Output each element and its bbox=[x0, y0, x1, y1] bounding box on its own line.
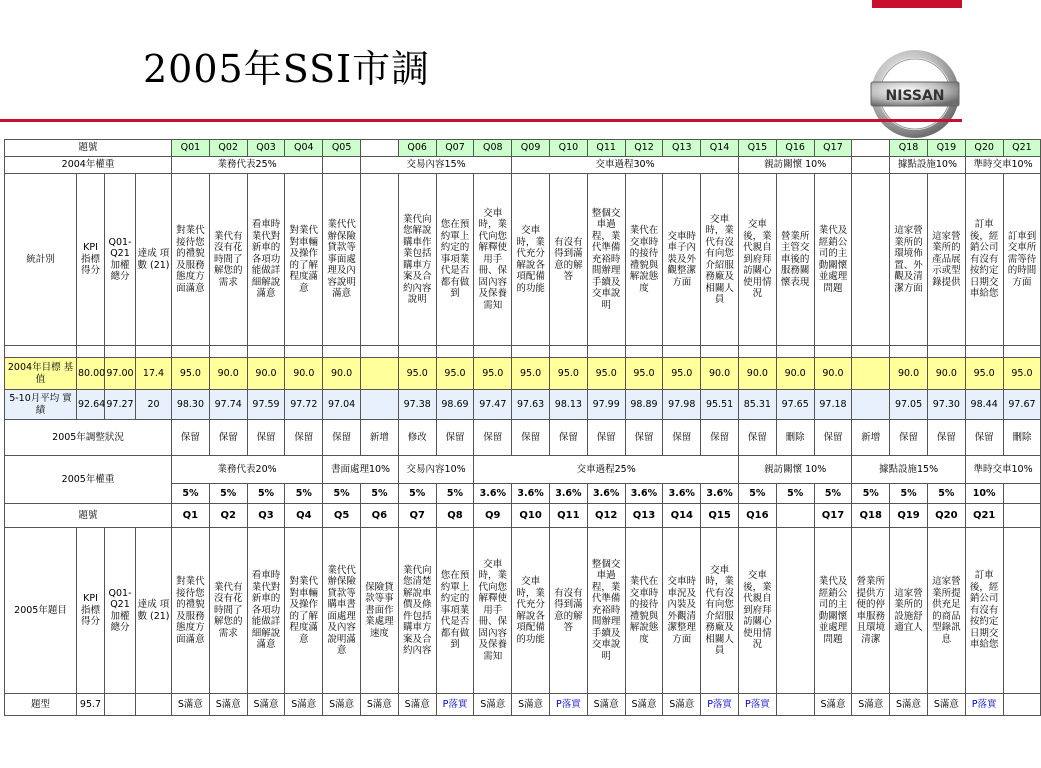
header-count: 達成 項數 (21) bbox=[136, 174, 172, 346]
type-value: S滿意 bbox=[927, 694, 965, 716]
adjust-row bbox=[5, 420, 1041, 456]
weight-pct-2005 bbox=[1003, 484, 1041, 504]
question-number-2005: Q2 bbox=[209, 504, 247, 528]
spacer-row bbox=[5, 346, 1041, 358]
weight-group-2004: 親訪關懷 10% bbox=[738, 157, 851, 174]
avg-row bbox=[5, 390, 1041, 420]
spacer-cell bbox=[398, 346, 436, 358]
weight-group-2004: 據點設施10% bbox=[890, 157, 966, 174]
question-number-2004: Q13 bbox=[663, 140, 701, 157]
spacer-cell bbox=[852, 346, 890, 358]
page-title: 2005年SSI市調 bbox=[143, 47, 431, 91]
header-target: 2004年目標 基值 bbox=[5, 358, 77, 390]
adjust-value: 保留 bbox=[172, 420, 210, 456]
question-text-2005: 對業代對車輛及操作的了解程度滿意 bbox=[285, 528, 323, 694]
adjust-value: 刪除 bbox=[776, 420, 814, 456]
table-cell: 20 bbox=[136, 390, 172, 420]
question-text-2004: 交車後，業代親自到府拜訪關心使用情況 bbox=[738, 174, 776, 346]
question-number-2005: Q15 bbox=[701, 504, 739, 528]
type-value: S滿意 bbox=[209, 694, 247, 716]
question-text-2005: 保險貸款等事書面作業處理速度 bbox=[361, 528, 399, 694]
adjust-value: 保留 bbox=[247, 420, 285, 456]
header-avg: 5-10月平均 實績 bbox=[5, 390, 77, 420]
spacer-cell bbox=[361, 346, 399, 358]
weight-pct-2005: 3.6% bbox=[663, 484, 701, 504]
spacer-cell bbox=[247, 346, 285, 358]
weight-pct-2005: 3.6% bbox=[587, 484, 625, 504]
table-cell: 80.00 bbox=[77, 358, 105, 390]
question-number-2005: Q10 bbox=[512, 504, 550, 528]
header-row-2005 bbox=[5, 504, 1041, 528]
target-value: 95.0 bbox=[474, 358, 512, 390]
question-number-2004: Q10 bbox=[549, 140, 587, 157]
question-text-2004: 訂車到交車所需等待的時間方面 bbox=[1003, 174, 1041, 346]
adjust-value: 保留 bbox=[738, 420, 776, 456]
target-value bbox=[852, 358, 890, 390]
adjust-value: 保留 bbox=[209, 420, 247, 456]
header-title-2005: 2005年題目 bbox=[5, 528, 77, 694]
header-tongji: 統計別 bbox=[5, 174, 77, 346]
weight-group-2005: 交易內容10% bbox=[398, 456, 474, 484]
type-value: S滿意 bbox=[814, 694, 852, 716]
spacer-cell bbox=[965, 346, 1003, 358]
spacer-cell bbox=[1003, 346, 1041, 358]
question-text-2004 bbox=[361, 174, 399, 346]
weight-group-2005: 準時交車10% bbox=[965, 456, 1041, 484]
adjust-value: 修改 bbox=[398, 420, 436, 456]
target-value: 95.0 bbox=[1003, 358, 1041, 390]
header-tihao: 題號 bbox=[5, 140, 172, 157]
question-text-2005 bbox=[1003, 528, 1041, 694]
avg-value: 97.47 bbox=[474, 390, 512, 420]
adjust-value: 新增 bbox=[852, 420, 890, 456]
question-text-2005: 有沒有得到滿意的解答 bbox=[549, 528, 587, 694]
question-number-2005: Q17 bbox=[814, 504, 852, 528]
question-text-2005: 整個交車過程，業代準備充裕時間辦理手續及交車說明 bbox=[587, 528, 625, 694]
weight-group-2005: 交車過程25% bbox=[474, 456, 739, 484]
top-accent-bar bbox=[872, 0, 962, 8]
type-value: S滿意 bbox=[172, 694, 210, 716]
weight-group-2004: 業務代表25% bbox=[172, 157, 323, 174]
type-value: S滿意 bbox=[890, 694, 928, 716]
avg-value: 85.31 bbox=[738, 390, 776, 420]
avg-value: 97.38 bbox=[398, 390, 436, 420]
avg-value: 97.18 bbox=[814, 390, 852, 420]
header-count: 達成 項數 (21) bbox=[136, 528, 172, 694]
avg-value: 97.72 bbox=[285, 390, 323, 420]
question-number-2005: Q7 bbox=[398, 504, 436, 528]
question-number-2004: Q05 bbox=[323, 140, 361, 157]
question-text-2005: 交車時車況及內裝及外觀清潔整理方面 bbox=[663, 528, 701, 694]
question-number-2004: Q03 bbox=[247, 140, 285, 157]
spacer-cell bbox=[285, 346, 323, 358]
table-cell bbox=[105, 694, 136, 716]
spacer-cell bbox=[436, 346, 474, 358]
question-text-2005: 業代向您清楚解說車價及條件包括購車方案及合約內容 bbox=[398, 528, 436, 694]
question-text-2004: 交車時車子內裝及外觀整潔方面 bbox=[663, 174, 701, 346]
avg-value: 98.69 bbox=[436, 390, 474, 420]
avg-value: 98.89 bbox=[625, 390, 663, 420]
target-value: 90.0 bbox=[738, 358, 776, 390]
adjust-value: 保留 bbox=[474, 420, 512, 456]
type-value: S滿意 bbox=[247, 694, 285, 716]
type-value: P落實 bbox=[738, 694, 776, 716]
type-value: S滿意 bbox=[587, 694, 625, 716]
question-text-2004: 有沒有得到滿意的解答 bbox=[549, 174, 587, 346]
adjust-value: 保留 bbox=[512, 420, 550, 456]
question-number-2005: Q19 bbox=[890, 504, 928, 528]
table-cell: 92.64 bbox=[77, 390, 105, 420]
weight-group-2004 bbox=[852, 157, 890, 174]
target-value: 95.0 bbox=[965, 358, 1003, 390]
question-text-2005: 業代有沒有花時間了解您的需求 bbox=[209, 528, 247, 694]
avg-value bbox=[852, 390, 890, 420]
question-number-2005: Q9 bbox=[474, 504, 512, 528]
type-value: P落實 bbox=[701, 694, 739, 716]
weight-pct-2005: 5% bbox=[247, 484, 285, 504]
avg-value: 97.30 bbox=[927, 390, 965, 420]
question-number-2005: Q21 bbox=[965, 504, 1003, 528]
avg-value: 97.98 bbox=[663, 390, 701, 420]
spacer-cell bbox=[663, 346, 701, 358]
question-text-2004: 業代向您解說購車作業包括購車方案及合約內容說明 bbox=[398, 174, 436, 346]
question-number-2004: Q11 bbox=[587, 140, 625, 157]
type-value: P落實 bbox=[965, 694, 1003, 716]
question-number-2004: Q08 bbox=[474, 140, 512, 157]
question-text-2005: 對業代接待您的禮貌及服務態度方面滿意 bbox=[172, 528, 210, 694]
weight-row-2005 bbox=[5, 456, 1041, 484]
target-value: 90.0 bbox=[209, 358, 247, 390]
avg-value: 98.44 bbox=[965, 390, 1003, 420]
question-text-2005: 營業所提供方便的停車服務且環境清潔 bbox=[852, 528, 890, 694]
weight-group-2005: 親訪關懷 10% bbox=[738, 456, 851, 484]
weight-group-2005: 書面處理10% bbox=[323, 456, 399, 484]
adjust-value: 新增 bbox=[361, 420, 399, 456]
spacer-cell bbox=[172, 346, 210, 358]
question-number-2004: Q16 bbox=[776, 140, 814, 157]
adjust-value: 保留 bbox=[549, 420, 587, 456]
question-text-2004: 對業代對車輛及操作的了解程度滿意 bbox=[285, 174, 323, 346]
target-value: 90.0 bbox=[890, 358, 928, 390]
weight-pct-2005: 5% bbox=[776, 484, 814, 504]
type-value: S滿意 bbox=[852, 694, 890, 716]
header-kpi: KPI 指標 得分 bbox=[77, 174, 105, 346]
header-kpi: KPI 指標 得分 bbox=[77, 528, 105, 694]
target-value: 95.0 bbox=[436, 358, 474, 390]
header-adjust: 2005年調整狀況 bbox=[5, 420, 172, 456]
header-weight-2005: 2005年權重 bbox=[5, 456, 172, 504]
type-value bbox=[776, 694, 814, 716]
target-value: 90.0 bbox=[285, 358, 323, 390]
weight-group-2004 bbox=[323, 157, 361, 174]
question-number-2004: Q15 bbox=[738, 140, 776, 157]
weight-pct-2005: 5% bbox=[323, 484, 361, 504]
avg-value: 97.63 bbox=[512, 390, 550, 420]
question-text-2005: 交車時，業代有沒有向您介紹服務廠及相關人員 bbox=[701, 528, 739, 694]
avg-value bbox=[361, 390, 399, 420]
target-value: 95.0 bbox=[625, 358, 663, 390]
question-number-2005: Q8 bbox=[436, 504, 474, 528]
question-text-2004 bbox=[852, 174, 890, 346]
question-text-2005: 您在預約單上約定的事項業代是否都有做到 bbox=[436, 528, 474, 694]
weight-pct-2005: 5% bbox=[852, 484, 890, 504]
target-value bbox=[361, 358, 399, 390]
question-number-2005: Q20 bbox=[927, 504, 965, 528]
question-text-2004: 交車時，業代有沒有向您介紹服務廠及相關人員 bbox=[701, 174, 739, 346]
weight-pct-2005: 3.6% bbox=[474, 484, 512, 504]
adjust-value: 保留 bbox=[663, 420, 701, 456]
spacer-cell bbox=[105, 346, 136, 358]
target-value: 90.0 bbox=[776, 358, 814, 390]
question-text-2004: 整個交車過程，業代準備充裕時間辦理手續及交車說明 bbox=[587, 174, 625, 346]
question-text-2004: 對業代接待您的禮貌及服務態度方面滿意 bbox=[172, 174, 210, 346]
adjust-value: 保留 bbox=[436, 420, 474, 456]
target-value: 90.0 bbox=[247, 358, 285, 390]
question-number-2005: Q13 bbox=[625, 504, 663, 528]
spacer-cell bbox=[701, 346, 739, 358]
question-text-2004: 您在預約單上約定的事項業代是否都有做到 bbox=[436, 174, 474, 346]
weight-pct-2005: 5% bbox=[927, 484, 965, 504]
weight-pct-2005: 5% bbox=[285, 484, 323, 504]
question-text-2005: 業代在交車時的接待禮貌與解說態度 bbox=[625, 528, 663, 694]
spacer-cell bbox=[474, 346, 512, 358]
adjust-value: 保留 bbox=[323, 420, 361, 456]
question-number-2005 bbox=[1003, 504, 1041, 528]
questions-row-2004 bbox=[5, 174, 1041, 346]
question-number-2004: Q19 bbox=[927, 140, 965, 157]
question-text-2004: 這家營業所的環境佈置、外觀及清潔方面 bbox=[890, 174, 928, 346]
weight-row-2004 bbox=[5, 157, 1041, 174]
type-kpi: 95.7 bbox=[77, 694, 105, 716]
target-value: 90.0 bbox=[323, 358, 361, 390]
weight-group-2005: 據點設施15% bbox=[852, 456, 965, 484]
adjust-value: 保留 bbox=[814, 420, 852, 456]
spacer-cell bbox=[549, 346, 587, 358]
question-number-2005: Q4 bbox=[285, 504, 323, 528]
adjust-value: 保留 bbox=[701, 420, 739, 456]
target-value: 90.0 bbox=[701, 358, 739, 390]
header-total: Q01-Q21加權總分 bbox=[105, 528, 136, 694]
spacer-cell bbox=[323, 346, 361, 358]
question-number-2005: Q16 bbox=[738, 504, 776, 528]
question-number-2004: Q09 bbox=[512, 140, 550, 157]
target-value: 95.0 bbox=[663, 358, 701, 390]
header-tixing: 題型 bbox=[5, 694, 77, 716]
avg-value: 97.59 bbox=[247, 390, 285, 420]
type-value: S滿意 bbox=[285, 694, 323, 716]
question-number-2004: Q14 bbox=[701, 140, 739, 157]
weight-pct-2005: 3.6% bbox=[625, 484, 663, 504]
avg-value: 98.13 bbox=[549, 390, 587, 420]
table-cell: 97.00 bbox=[105, 358, 136, 390]
question-number-2004: Q17 bbox=[814, 140, 852, 157]
question-text-2005: 業代及經銷公司的主動關懷並處理問題 bbox=[814, 528, 852, 694]
adjust-value: 刪除 bbox=[1003, 420, 1041, 456]
question-text-2005: 交車時，業代充分解說各項配備的功能 bbox=[512, 528, 550, 694]
weight-pct-2005: 5% bbox=[172, 484, 210, 504]
weight-pct-2005: 3.6% bbox=[701, 484, 739, 504]
type-value bbox=[1003, 694, 1041, 716]
question-text-2004: 營業所主管交車後的服務關懷表現 bbox=[776, 174, 814, 346]
adjust-value: 保留 bbox=[587, 420, 625, 456]
type-value: P落實 bbox=[549, 694, 587, 716]
spacer-cell bbox=[890, 346, 928, 358]
question-text-2004: 業代及經銷公司的主動關懷並處理問題 bbox=[814, 174, 852, 346]
avg-value: 97.74 bbox=[209, 390, 247, 420]
table-cell bbox=[136, 694, 172, 716]
weight-group-2004: 交車過程30% bbox=[512, 157, 739, 174]
table-cell: 97.27 bbox=[105, 390, 136, 420]
question-text-2005 bbox=[776, 528, 814, 694]
weight-group-2004: 準時交車10% bbox=[965, 157, 1041, 174]
adjust-value: 保留 bbox=[890, 420, 928, 456]
spacer-cell bbox=[209, 346, 247, 358]
weight-pct-2005: 10% bbox=[965, 484, 1003, 504]
weight-pct-2005: 5% bbox=[738, 484, 776, 504]
logo-text: NISSAN bbox=[885, 88, 945, 104]
question-text-2004: 看車時業代對新車的各項功能做詳細解說滿意 bbox=[247, 174, 285, 346]
nissan-logo bbox=[869, 48, 961, 140]
question-number-2004: Q12 bbox=[625, 140, 663, 157]
question-number-2005: Q12 bbox=[587, 504, 625, 528]
avg-value: 97.67 bbox=[1003, 390, 1041, 420]
weight-pct-2005: 5% bbox=[209, 484, 247, 504]
question-text-2004: 訂車後，經銷公司有沒有按約定日期交車給您 bbox=[965, 174, 1003, 346]
type-value: P落實 bbox=[436, 694, 474, 716]
spacer-cell bbox=[776, 346, 814, 358]
target-value: 95.0 bbox=[172, 358, 210, 390]
question-number-2004: Q20 bbox=[965, 140, 1003, 157]
weight-pct-2005: 5% bbox=[398, 484, 436, 504]
adjust-value: 保留 bbox=[625, 420, 663, 456]
avg-value: 97.99 bbox=[587, 390, 625, 420]
question-text-2004: 這家營業所的產品展示或型錄提供 bbox=[927, 174, 965, 346]
weight-pct-2005: 5% bbox=[436, 484, 474, 504]
weight-pct-2005: 3.6% bbox=[512, 484, 550, 504]
question-text-2004: 業代有沒有花時間了解您的需求 bbox=[209, 174, 247, 346]
weight-group-2004: 交易內容15% bbox=[361, 157, 512, 174]
question-number-2005: Q18 bbox=[852, 504, 890, 528]
type-value: S滿意 bbox=[361, 694, 399, 716]
question-text-2004: 業代在交車時的接待禮貌與解說態度 bbox=[625, 174, 663, 346]
weight-pct-2005: 5% bbox=[890, 484, 928, 504]
adjust-value: 保留 bbox=[285, 420, 323, 456]
question-number-2004: Q21 bbox=[1003, 140, 1041, 157]
avg-value: 97.05 bbox=[890, 390, 928, 420]
question-number-2005: Q14 bbox=[663, 504, 701, 528]
type-row bbox=[5, 694, 1041, 716]
question-number-2004 bbox=[852, 140, 890, 157]
spacer-cell bbox=[625, 346, 663, 358]
question-number-2004: Q02 bbox=[209, 140, 247, 157]
question-text-2005: 這家營業所的設施舒適宜人 bbox=[890, 528, 928, 694]
ssi-table bbox=[4, 139, 1041, 716]
question-number-2004: Q01 bbox=[172, 140, 210, 157]
question-number-2004 bbox=[361, 140, 399, 157]
question-number-2004: Q04 bbox=[285, 140, 323, 157]
weight-pct-2005: 5% bbox=[361, 484, 399, 504]
question-number-2004: Q07 bbox=[436, 140, 474, 157]
header-row-2004 bbox=[5, 140, 1041, 157]
spacer-cell bbox=[927, 346, 965, 358]
type-value: S滿意 bbox=[398, 694, 436, 716]
header-total: Q01-Q21加權總分 bbox=[105, 174, 136, 346]
question-number-2005: Q6 bbox=[361, 504, 399, 528]
question-text-2004: 交車時，業代向您解釋使用手冊、保固內容及保養需知 bbox=[474, 174, 512, 346]
question-text-2005: 看車時業代對新車的各項功能做詳細解說滿意 bbox=[247, 528, 285, 694]
question-text-2005: 交車後，業代親自到府拜訪關心使用情況 bbox=[738, 528, 776, 694]
header-weight-2004: 2004年權重 bbox=[5, 157, 172, 174]
type-value: S滿意 bbox=[663, 694, 701, 716]
question-number-2005 bbox=[776, 504, 814, 528]
question-number-2005: Q5 bbox=[323, 504, 361, 528]
target-value: 90.0 bbox=[814, 358, 852, 390]
spacer-cell bbox=[587, 346, 625, 358]
avg-value: 97.65 bbox=[776, 390, 814, 420]
weight-pct-2005: 3.6% bbox=[549, 484, 587, 504]
type-value: S滿意 bbox=[323, 694, 361, 716]
spacer-cell bbox=[5, 346, 77, 358]
adjust-value: 保留 bbox=[927, 420, 965, 456]
target-value: 90.0 bbox=[927, 358, 965, 390]
question-number-2004: Q18 bbox=[890, 140, 928, 157]
table-cell: 17.4 bbox=[136, 358, 172, 390]
avg-value: 97.04 bbox=[323, 390, 361, 420]
header-tihao-2005: 題號 bbox=[5, 504, 172, 528]
weight-pct-2005: 5% bbox=[814, 484, 852, 504]
avg-value: 95.51 bbox=[701, 390, 739, 420]
question-number-2005: Q1 bbox=[172, 504, 210, 528]
questions-row-2005 bbox=[5, 528, 1041, 694]
target-value: 95.0 bbox=[398, 358, 436, 390]
adjust-value: 保留 bbox=[965, 420, 1003, 456]
target-value: 95.0 bbox=[512, 358, 550, 390]
spacer-cell bbox=[136, 346, 172, 358]
question-text-2004: 交車時，業代充分解說各項配備的功能 bbox=[512, 174, 550, 346]
spacer-cell bbox=[738, 346, 776, 358]
type-value: S滿意 bbox=[625, 694, 663, 716]
type-value: S滿意 bbox=[512, 694, 550, 716]
avg-value: 98.30 bbox=[172, 390, 210, 420]
type-value: S滿意 bbox=[474, 694, 512, 716]
question-text-2004: 業代代辦保險貸款等事面處理及內容說明滿意 bbox=[323, 174, 361, 346]
question-text-2005: 這家營業所提供充足的商品型錄訊息 bbox=[927, 528, 965, 694]
spacer-cell bbox=[814, 346, 852, 358]
title-rule bbox=[0, 119, 962, 122]
question-number-2004: Q06 bbox=[398, 140, 436, 157]
target-value: 95.0 bbox=[587, 358, 625, 390]
spacer-cell bbox=[512, 346, 550, 358]
spacer-cell bbox=[77, 346, 105, 358]
question-text-2005: 交車時，業代向您解釋使用手冊、保固內容及保養需知 bbox=[474, 528, 512, 694]
weight-group-2005: 業務代表20% bbox=[172, 456, 323, 484]
question-number-2005: Q3 bbox=[247, 504, 285, 528]
question-number-2005: Q11 bbox=[549, 504, 587, 528]
target-row bbox=[5, 358, 1041, 390]
target-value: 95.0 bbox=[549, 358, 587, 390]
question-text-2005: 訂車後，經銷公司有沒有按約定日期交車給您 bbox=[965, 528, 1003, 694]
question-text-2005: 業代代辦保險貸款等購車書面處理及內容說明滿意 bbox=[323, 528, 361, 694]
